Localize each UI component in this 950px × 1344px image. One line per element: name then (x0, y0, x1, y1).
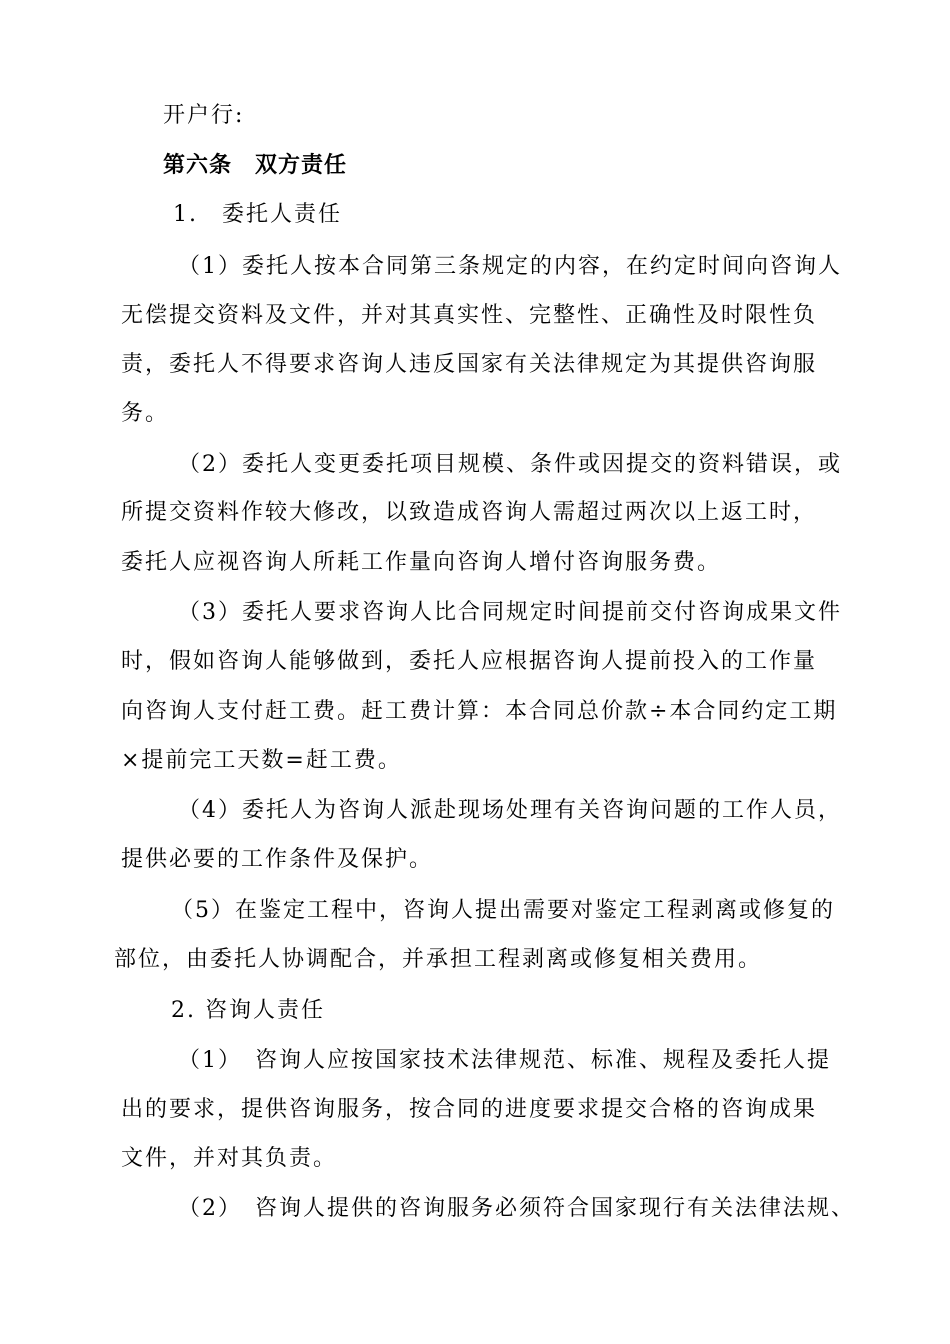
section1-title: 1. 委托人责任 (173, 202, 342, 227)
s1-item3-line2: 时，假如咨询人能够做到，委托人应根据咨询人提前投入的工作量 (121, 649, 818, 674)
s2-item1-line3: 文件，并对其负责。 (121, 1146, 338, 1171)
s1-item3-line4: ×提前完工天数=赶工费。 (121, 748, 402, 773)
s1-item4-line1: （4）委托人为咨询人派赴现场处理有关咨询问题的工作人员， (178, 798, 842, 823)
s1-item5-line2: 部位，由委托人协调配合，并承担工程剥离或修复相关费用。 (114, 947, 763, 972)
s1-item2-line1: （2）委托人变更委托项目规模、条件或因提交的资料错误，或 (178, 452, 842, 477)
s1-item5-line1: （5）在鉴定工程中，咨询人提出需要对鉴定工程剥离或修复的 (171, 898, 835, 923)
s2-item1-line1: （1） 咨询人应按国家技术法律规范、标准、规程及委托人提 (178, 1048, 831, 1073)
s1-item2-line2: 所提交资料作较大修改，以致造成咨询人需超过两次以上返工时， (121, 500, 818, 525)
s1-item3-line1: （3）委托人要求咨询人比合同规定时间提前交付咨询成果文件 (178, 600, 842, 625)
s2-item2-line1: （2） 咨询人提供的咨询服务必须符合国家现行有关法律法规、 (178, 1196, 855, 1221)
section2-title: 2. 咨询人责任 (171, 998, 325, 1023)
s1-item3-line3: 向咨询人支付赶工费。赶工费计算：本合同总价款÷本合同约定工期 (121, 699, 838, 724)
s1-item1-line2: 无偿提交资料及文件，并对其真实性、完整性、正确性及时限性负 (121, 303, 818, 328)
bank-line: 开户行: (163, 103, 245, 128)
s1-item1-line3: 责，委托人不得要求咨询人违反国家有关法律规定为其提供咨询服 (121, 352, 818, 377)
s1-item1-line4: 务。 (121, 401, 170, 426)
s1-item4-line2: 提供必要的工作条件及保护。 (121, 847, 434, 872)
s2-item1-line2: 出的要求，提供咨询服务，按合同的进度要求提交合格的咨询成果 (121, 1097, 818, 1122)
article-heading: 第六条 双方责任 (163, 152, 348, 178)
s1-item2-line3: 委托人应视咨询人所耗工作量向咨询人增付咨询服务费。 (121, 550, 722, 575)
s1-item1-line1: （1）委托人按本合同第三条规定的内容，在约定时间向咨询人 (178, 254, 842, 279)
